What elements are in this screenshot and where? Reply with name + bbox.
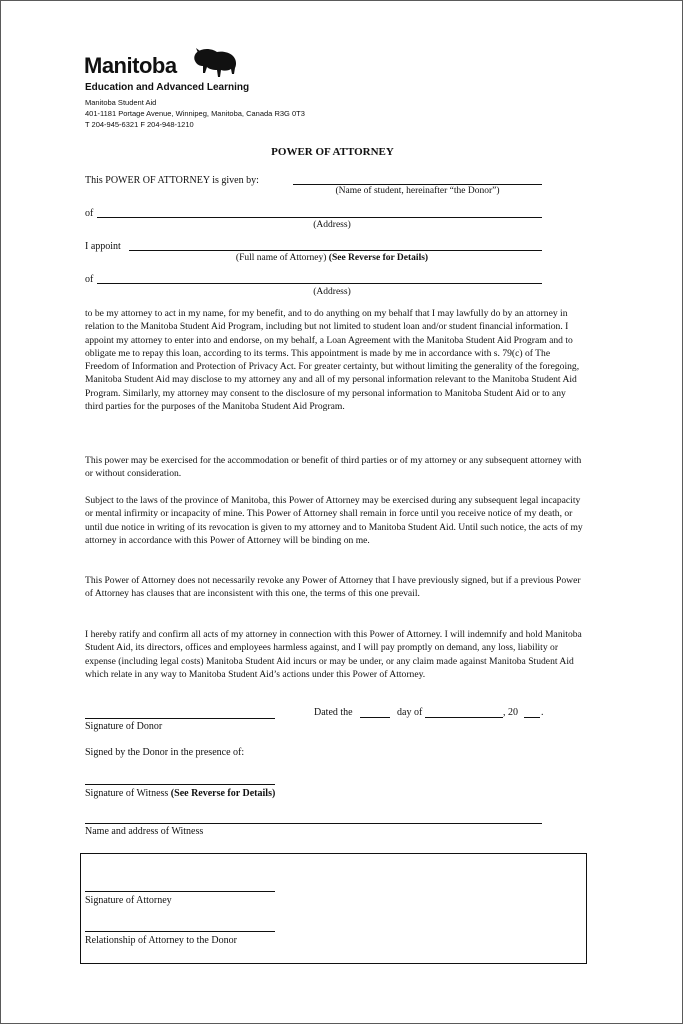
date-month-field[interactable] xyxy=(425,717,503,718)
witness-signature-label: Signature of Witness (See Reverse for Details) xyxy=(85,788,276,799)
attorney-name-field[interactable] xyxy=(129,250,542,251)
date-year-field[interactable] xyxy=(524,717,540,718)
exercise-paragraph: This power may be exercised for the accommodation or benefit of third parties or of my attorney or any subsequent attorney with or without consideration. xyxy=(85,455,582,480)
indemnity-paragraph: I hereby ratify and confirm all acts of my attorney in connection with this Power of Attorney. I will indemnify and hold Manitoba Student Aid, its directors, offices and employees harmless against, and I will pay promptly on demand, any loss, liability or expense (including legal costs) Manitoba Student Aid incurs or may be under, or any claim made against Manitoba Student Aid which relate in any way to Manitoba Student Aid’s actions under this Power of Attorney. xyxy=(85,629,582,680)
address-caption-2: (Address) xyxy=(313,287,351,297)
document-title: POWER OF ATTORNEY xyxy=(271,146,394,158)
year-prefix-label: , 20 xyxy=(503,707,518,718)
bison-logo-icon xyxy=(189,47,239,81)
incapacity-paragraph: Subject to the laws of the province of Manitoba, this Power of Attorney may be exercised during any subsequent legal incapacity or mental infirmity or incapacity of mine. This Power of Attorney shall remain in force until you receive notice of my death, or until due notice in writing of its revocation is given to my attorney and to Manitoba Student Aid. Until such notice, the acts of my attorney in accordance with this Power of Attorney will be binding on me. xyxy=(85,495,583,546)
witness-name-address-label: Name and address of Witness xyxy=(85,826,204,837)
day-of-label: day of xyxy=(397,707,423,718)
of-label-2: of xyxy=(85,274,94,285)
address-caption-1: (Address) xyxy=(313,220,351,230)
authority-paragraph: to be my attorney to act in my name, for my benefit, and to do anything on my behalf that I may lawfully do by an attorney in relation to the Manitoba Student Aid Program, including but not limited to student loan and/or student financial information. I appoint my attorney to enter into and endorse, on my behalf, a Loan Agreement with the Manitoba Student Aid Program and to obligate me to repay this loan, according to its terms. This appointment is made by me in accordance with s. 79(c) of The Freedom of Information and Protection of Privacy Act. For greater certainty, but without limiting the generality of the foregoing, Manitoba Student Aid may disclose to my attorney any and all of my personal information relevant to the Manitoba Student Aid Program. Similarly, my attorney may consent to the disclosure of my personal information to Manitoba Student Aid or to any third parties for the purposes of the Manitoba Student Aid Program. xyxy=(85,308,580,413)
date-day-field[interactable] xyxy=(360,717,390,718)
appoint-label: I appoint xyxy=(85,241,121,252)
donor-name-caption: (Name of student, hereinafter “the Donor”) xyxy=(335,186,500,196)
attorney-signature-field[interactable] xyxy=(85,891,275,892)
department-name: Education and Advanced Learning xyxy=(85,82,250,93)
revocation-paragraph: This Power of Attorney does not necessarily revoke any Power of Attorney that I have previously signed, but if a previous Power of Attorney has clauses that are inconsistent with this one, the terms of this one prevail. xyxy=(85,575,581,600)
witness-name-address-field[interactable] xyxy=(85,823,542,824)
office-address: 401-1181 Portage Avenue, Winnipeg, Manitoba, Canada R3G 0T3 xyxy=(85,109,305,118)
attorney-name-caption: (Full name of Attorney) (See Reverse for Details) xyxy=(235,253,429,263)
donor-address-field[interactable] xyxy=(97,217,542,218)
manitoba-logo-text: Manitoba xyxy=(84,53,177,78)
office-name: Manitoba Student Aid xyxy=(85,98,157,107)
donor-signature-label: Signature of Donor xyxy=(85,721,163,732)
dated-the-label: Dated the xyxy=(314,707,353,718)
attorney-address-field[interactable] xyxy=(97,283,542,284)
witness-signature-field[interactable] xyxy=(85,784,275,785)
attorney-signature-box xyxy=(80,853,587,964)
given-by-label: This POWER OF ATTORNEY is given by: xyxy=(85,175,259,186)
relationship-field[interactable] xyxy=(85,931,275,932)
presence-label: Signed by the Donor in the presence of: xyxy=(85,747,245,758)
donor-signature-field[interactable] xyxy=(85,718,275,719)
relationship-label: Relationship of Attorney to the Donor xyxy=(85,935,237,946)
date-period: . xyxy=(541,707,544,718)
phone-fax: T 204-945-6321 F 204-948-1210 xyxy=(85,120,194,129)
of-label-1: of xyxy=(85,208,94,219)
donor-name-field[interactable] xyxy=(293,184,542,185)
attorney-signature-label: Signature of Attorney xyxy=(85,895,172,906)
